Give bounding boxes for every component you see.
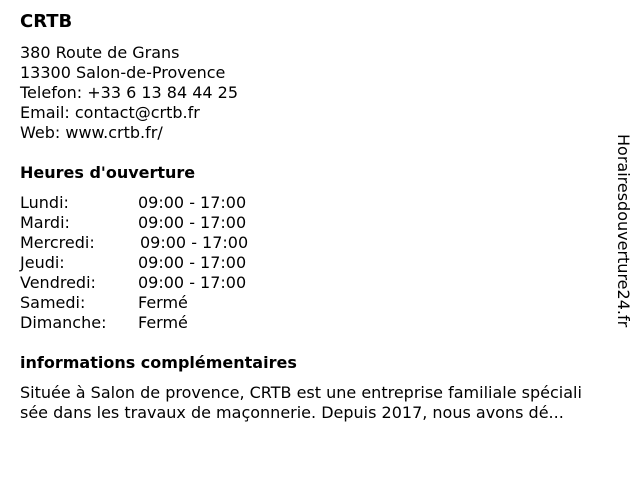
day-label: Jeudi: (20, 253, 65, 272)
hours-row-sunday (20, 313, 280, 333)
day-label: Vendredi: (20, 273, 96, 292)
day-label: Lundi: (20, 193, 69, 212)
hours-row-thursday (20, 253, 280, 273)
day-label: Samedi: (20, 293, 86, 312)
hours-row-friday (20, 273, 280, 293)
additional-info-text (20, 383, 630, 423)
day-hours: Fermé (138, 293, 188, 312)
address-street: 380 Route de Grans (20, 43, 180, 62)
contact-block (20, 43, 238, 143)
business-name: CRTB (20, 11, 73, 32)
address-city: 13300 Salon-de-Provence (20, 63, 226, 82)
day-hours: Fermé (138, 313, 188, 332)
site-watermark (612, 134, 634, 344)
hours-row-tuesday (20, 213, 280, 233)
day-hours: 09:00 - 17:00 (138, 253, 247, 272)
opening-hours-heading: Heures d'ouverture (20, 163, 196, 182)
info-line: sée dans les travaux de maçonnerie. Depuis 2017, nous avons dé... (20, 403, 564, 422)
web-line: Web: www.crtb.fr/ (20, 123, 163, 142)
site-watermark-text: Horairesdouverture24.fr (614, 134, 633, 328)
email-line: Email: contact@crtb.fr (20, 103, 200, 122)
day-label: Mardi: (20, 213, 70, 232)
day-hours: 09:00 - 17:00 (138, 273, 247, 292)
additional-info-heading: informations complémentaires (20, 353, 297, 372)
info-line: Située à Salon de provence, CRTB est une entreprise familiale spéciali (20, 383, 582, 402)
hours-row-saturday (20, 293, 280, 313)
hours-row-wednesday (20, 233, 280, 253)
day-hours: 09:00 - 17:00 (138, 193, 247, 212)
day-label: Dimanche: (20, 313, 107, 332)
day-hours: 09:00 - 17:00 (138, 213, 247, 232)
opening-hours-table (20, 193, 280, 333)
day-label: Mercredi: (20, 233, 95, 252)
hours-row-monday (20, 193, 280, 213)
day-hours: 09:00 - 17:00 (140, 233, 249, 252)
phone-line: Telefon: +33 6 13 84 44 25 (20, 83, 239, 102)
